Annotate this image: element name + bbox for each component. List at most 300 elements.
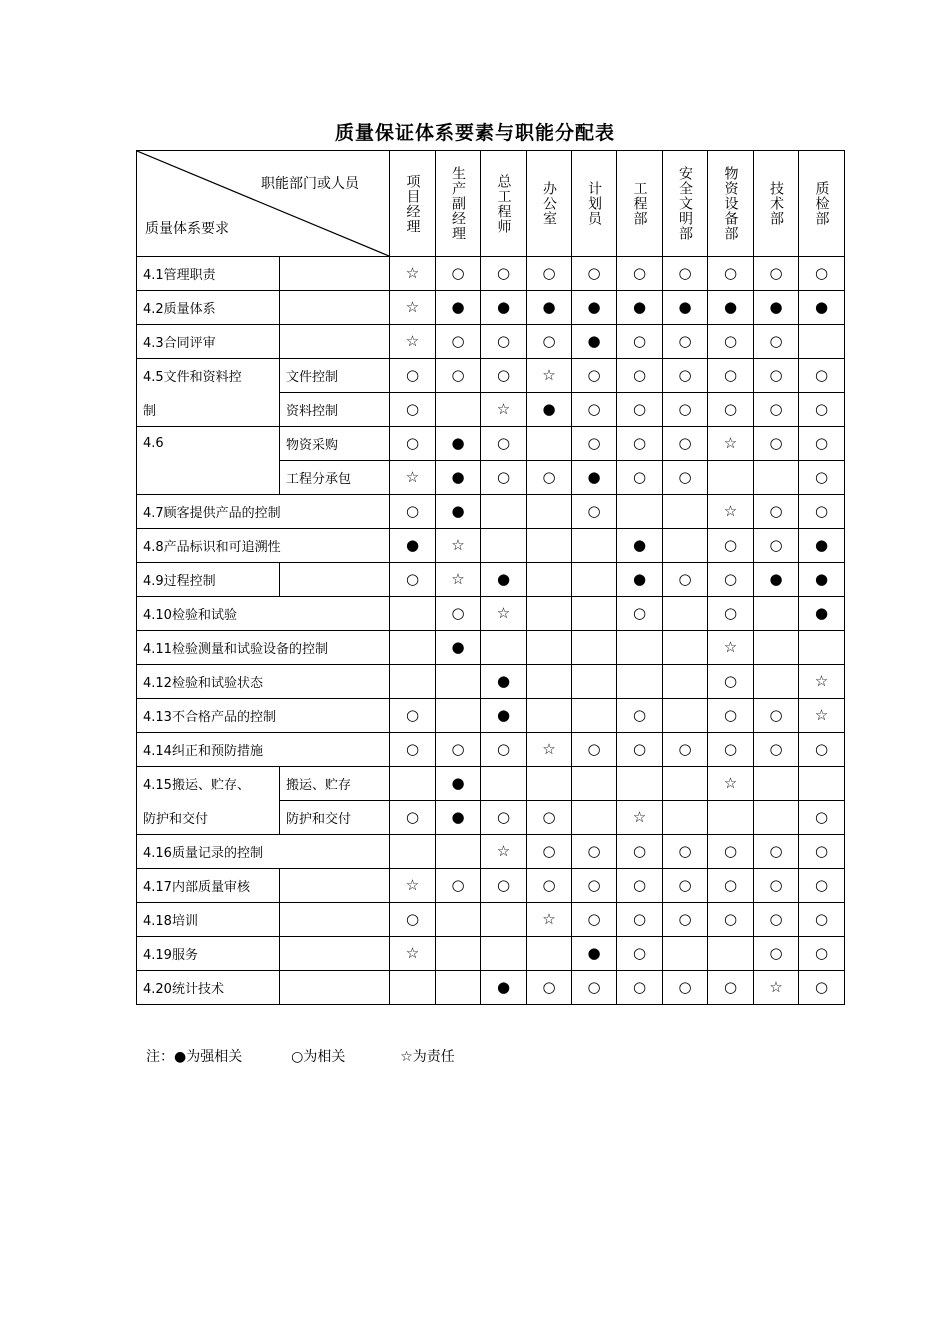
responsibility-cell bbox=[617, 665, 663, 699]
responsibility-mark: ● bbox=[451, 637, 465, 656]
responsibility-cell bbox=[527, 801, 572, 835]
responsibility-mark: ○ bbox=[496, 365, 511, 384]
table-row bbox=[137, 529, 845, 563]
responsibility-mark: ☆ bbox=[723, 433, 738, 452]
responsibility-mark: ● bbox=[814, 297, 829, 316]
responsibility-cell bbox=[527, 257, 572, 291]
requirement-label: 4.12检验和试验状态 bbox=[137, 665, 390, 699]
responsibility-cell bbox=[572, 971, 617, 1005]
responsibility-cell bbox=[708, 257, 754, 291]
responsibility-cell bbox=[390, 631, 436, 665]
requirement-label: 4.17内部质量审核 bbox=[137, 869, 280, 903]
corner-header bbox=[137, 151, 390, 257]
responsibility-cell bbox=[754, 699, 799, 733]
responsibility-mark: ○ bbox=[678, 263, 692, 282]
responsibility-mark: ○ bbox=[405, 807, 420, 826]
requirement-label: 4.15搬运、贮存、 bbox=[137, 767, 280, 801]
responsibility-mark: ○ bbox=[496, 875, 511, 894]
responsibility-cell bbox=[481, 767, 527, 801]
responsibility-mark: ● bbox=[496, 671, 511, 690]
responsibility-cell bbox=[754, 767, 799, 801]
responsibility-cell bbox=[754, 665, 799, 699]
responsibility-cell bbox=[572, 937, 617, 971]
dept-header: 技术部 bbox=[754, 151, 799, 257]
responsibility-mark: ○ bbox=[496, 739, 511, 758]
responsibility-cell bbox=[527, 563, 572, 597]
responsibility-mark: ○ bbox=[405, 569, 420, 588]
responsibility-cell bbox=[663, 733, 708, 767]
responsibility-mark: ○ bbox=[723, 365, 738, 384]
sub-requirement-label bbox=[280, 869, 390, 903]
responsibility-mark: ○ bbox=[678, 467, 692, 486]
responsibility-mark: ○ bbox=[451, 739, 465, 758]
responsibility-cell bbox=[436, 835, 481, 869]
responsibility-cell bbox=[527, 767, 572, 801]
responsibility-cell bbox=[708, 937, 754, 971]
responsibility-cell bbox=[754, 461, 799, 495]
responsibility-cell bbox=[481, 393, 527, 427]
requirement-label: 4.18培训 bbox=[137, 903, 280, 937]
responsibility-mark: ○ bbox=[769, 909, 783, 928]
responsibility-cell bbox=[572, 461, 617, 495]
responsibility-mark: ○ bbox=[769, 433, 783, 452]
responsibility-cell bbox=[663, 903, 708, 937]
dept-header: 项目经理 bbox=[390, 151, 436, 257]
responsibility-cell bbox=[390, 733, 436, 767]
responsibility-mark: ☆ bbox=[814, 671, 829, 690]
responsibility-mark: ○ bbox=[769, 875, 783, 894]
responsibility-mark: ○ bbox=[496, 467, 511, 486]
responsibility-cell bbox=[617, 529, 663, 563]
responsibility-cell bbox=[663, 971, 708, 1005]
responsibility-cell bbox=[390, 869, 436, 903]
responsibility-mark: ○ bbox=[723, 569, 738, 588]
legend bbox=[146, 1046, 455, 1066]
responsibility-mark: ● bbox=[769, 569, 783, 588]
responsibility-mark: ☆ bbox=[405, 331, 420, 350]
responsibility-cell bbox=[527, 869, 572, 903]
responsibility-cell bbox=[572, 903, 617, 937]
responsibility-mark: ○ bbox=[587, 365, 601, 384]
responsibility-mark: ○ bbox=[723, 909, 738, 928]
responsibility-cell bbox=[708, 767, 754, 801]
responsibility-cell bbox=[436, 665, 481, 699]
responsibility-mark: ○ bbox=[723, 705, 738, 724]
requirement-label: 4.14纠正和预防措施 bbox=[137, 733, 390, 767]
diagonal-line bbox=[137, 151, 389, 256]
responsibility-cell bbox=[617, 699, 663, 733]
responsibility-cell bbox=[617, 631, 663, 665]
responsibility-cell bbox=[799, 563, 845, 597]
legend-responsible: ☆为责任 bbox=[400, 1049, 455, 1065]
responsibility-mark: ○ bbox=[587, 841, 601, 860]
responsibility-cell bbox=[572, 665, 617, 699]
responsibility-cell bbox=[754, 597, 799, 631]
responsibility-cell bbox=[572, 869, 617, 903]
sub-requirement-label bbox=[280, 325, 390, 359]
responsibility-cell bbox=[799, 937, 845, 971]
responsibility-cell bbox=[754, 529, 799, 563]
responsibility-cell bbox=[481, 835, 527, 869]
responsibility-cell bbox=[572, 631, 617, 665]
responsibility-cell bbox=[481, 291, 527, 325]
responsibility-mark: ○ bbox=[814, 841, 829, 860]
sub-requirement-label: 防护和交付 bbox=[280, 801, 390, 835]
responsibility-cell bbox=[708, 393, 754, 427]
responsibility-cell bbox=[799, 529, 845, 563]
sub-requirement-label bbox=[280, 291, 390, 325]
responsibility-mark: ☆ bbox=[451, 535, 465, 554]
responsibility-cell bbox=[390, 291, 436, 325]
responsibility-cell bbox=[527, 971, 572, 1005]
responsibility-cell bbox=[617, 869, 663, 903]
responsibility-cell bbox=[754, 427, 799, 461]
requirement-label: 4.16质量记录的控制 bbox=[137, 835, 390, 869]
responsibility-mark: ○ bbox=[405, 433, 420, 452]
responsibility-cell bbox=[572, 325, 617, 359]
responsibility-cell bbox=[617, 597, 663, 631]
responsibility-mark: ○ bbox=[769, 841, 783, 860]
responsibility-mark: ○ bbox=[769, 705, 783, 724]
responsibility-mark: ○ bbox=[814, 365, 829, 384]
responsibility-mark: ● bbox=[451, 433, 465, 452]
responsibility-mark: ○ bbox=[405, 909, 420, 928]
responsibility-cell bbox=[481, 699, 527, 733]
responsibility-cell bbox=[527, 325, 572, 359]
responsibility-mark: ● bbox=[678, 297, 692, 316]
responsibility-cell bbox=[663, 257, 708, 291]
responsibility-cell bbox=[572, 801, 617, 835]
responsibility-cell bbox=[708, 903, 754, 937]
responsibility-cell bbox=[572, 427, 617, 461]
requirement-label: 4.7顾客提供产品的控制 bbox=[137, 495, 390, 529]
responsibility-cell bbox=[663, 529, 708, 563]
responsibility-cell bbox=[527, 597, 572, 631]
responsibility-cell bbox=[572, 835, 617, 869]
responsibility-cell bbox=[799, 801, 845, 835]
sub-requirement-label: 工程分承包 bbox=[280, 461, 390, 495]
responsibility-mark: ● bbox=[632, 569, 647, 588]
responsibility-cell bbox=[436, 495, 481, 529]
responsibility-cell bbox=[527, 529, 572, 563]
responsibility-mark: ☆ bbox=[542, 739, 556, 758]
responsibility-cell bbox=[481, 359, 527, 393]
responsibility-mark: ○ bbox=[405, 739, 420, 758]
responsibility-cell bbox=[481, 461, 527, 495]
responsibility-cell bbox=[617, 359, 663, 393]
table-row bbox=[137, 325, 845, 359]
responsibility-cell bbox=[617, 835, 663, 869]
requirement-label: 4.9过程控制 bbox=[137, 563, 280, 597]
responsibility-cell bbox=[527, 461, 572, 495]
dept-header: 总工程师 bbox=[481, 151, 527, 257]
responsibility-mark: ○ bbox=[678, 331, 692, 350]
responsibility-cell bbox=[663, 767, 708, 801]
responsibility-cell bbox=[390, 461, 436, 495]
responsibility-mark: ○ bbox=[632, 399, 647, 418]
responsibility-cell bbox=[481, 665, 527, 699]
sub-requirement-label bbox=[280, 563, 390, 597]
responsibility-mark: ○ bbox=[678, 569, 692, 588]
responsibility-cell bbox=[617, 461, 663, 495]
responsibility-cell bbox=[390, 325, 436, 359]
responsibility-mark: ○ bbox=[587, 739, 601, 758]
responsibility-mark: ● bbox=[587, 943, 601, 962]
responsibility-cell bbox=[708, 291, 754, 325]
responsibility-mark: ○ bbox=[814, 943, 829, 962]
responsibility-cell bbox=[617, 427, 663, 461]
responsibility-cell bbox=[799, 903, 845, 937]
responsibility-mark: ○ bbox=[678, 977, 692, 996]
responsibility-mark: ● bbox=[769, 297, 783, 316]
requirement-label: 4.11检验测量和试验设备的控制 bbox=[137, 631, 390, 665]
dept-header: 生产副经理 bbox=[436, 151, 481, 257]
responsibility-mark: ○ bbox=[723, 875, 738, 894]
table-row bbox=[137, 291, 845, 325]
responsibility-cell bbox=[754, 631, 799, 665]
responsibility-cell bbox=[390, 971, 436, 1005]
table-row bbox=[137, 631, 845, 665]
responsibility-mark: ○ bbox=[814, 433, 829, 452]
responsibility-mark: ○ bbox=[723, 331, 738, 350]
responsibility-cell bbox=[663, 495, 708, 529]
responsibility-cell bbox=[754, 359, 799, 393]
responsibility-mark: ○ bbox=[632, 331, 647, 350]
responsibility-cell bbox=[481, 801, 527, 835]
responsibility-cell bbox=[799, 257, 845, 291]
responsibility-mark: ○ bbox=[587, 433, 601, 452]
responsibility-cell bbox=[481, 937, 527, 971]
responsibility-cell bbox=[708, 869, 754, 903]
responsibility-mark: ☆ bbox=[542, 365, 556, 384]
table-row bbox=[137, 733, 845, 767]
responsibility-cell bbox=[527, 835, 572, 869]
legend-related: ○为相关 bbox=[291, 1049, 346, 1065]
responsibility-cell bbox=[436, 971, 481, 1005]
responsibility-mark: ○ bbox=[405, 365, 420, 384]
responsibility-mark: ● bbox=[451, 807, 465, 826]
responsibility-mark: ○ bbox=[496, 433, 511, 452]
responsibility-mark: ● bbox=[451, 467, 465, 486]
responsibility-mark: ○ bbox=[451, 331, 465, 350]
responsibility-mark: ○ bbox=[451, 263, 465, 282]
responsibility-mark: ● bbox=[587, 467, 601, 486]
responsibility-cell bbox=[799, 495, 845, 529]
requirement-label: 4.1管理职责 bbox=[137, 257, 280, 291]
responsibility-mark: ☆ bbox=[496, 399, 511, 418]
responsibility-cell bbox=[527, 665, 572, 699]
responsibility-cell bbox=[436, 461, 481, 495]
requirement-label: 4.13不合格产品的控制 bbox=[137, 699, 390, 733]
responsibility-cell bbox=[390, 937, 436, 971]
function-allocation-table bbox=[136, 150, 845, 1005]
responsibility-mark: ○ bbox=[769, 501, 783, 520]
responsibility-cell bbox=[708, 665, 754, 699]
responsibility-cell bbox=[481, 869, 527, 903]
responsibility-cell bbox=[617, 733, 663, 767]
dept-header: 办公室 bbox=[527, 151, 572, 257]
responsibility-cell bbox=[663, 869, 708, 903]
responsibility-cell bbox=[663, 801, 708, 835]
requirement-label: 4.10检验和试验 bbox=[137, 597, 390, 631]
responsibility-cell bbox=[663, 937, 708, 971]
responsibility-mark: ○ bbox=[814, 875, 829, 894]
responsibility-mark: ○ bbox=[678, 841, 692, 860]
responsibility-mark: ○ bbox=[587, 501, 601, 520]
responsibility-mark: ● bbox=[632, 535, 647, 554]
responsibility-mark: ○ bbox=[814, 263, 829, 282]
responsibility-mark: ● bbox=[814, 569, 829, 588]
responsibility-cell bbox=[436, 801, 481, 835]
requirement-label: 4.6 bbox=[137, 427, 280, 461]
responsibility-cell bbox=[527, 427, 572, 461]
responsibility-mark: ○ bbox=[678, 365, 692, 384]
responsibility-cell bbox=[617, 393, 663, 427]
responsibility-mark: ○ bbox=[542, 841, 556, 860]
responsibility-cell bbox=[572, 359, 617, 393]
responsibility-mark: ○ bbox=[723, 977, 738, 996]
page-title: 质量保证体系要素与职能分配表 bbox=[334, 122, 615, 144]
responsibility-mark: ☆ bbox=[405, 263, 420, 282]
dept-header: 质检部 bbox=[799, 151, 845, 257]
responsibility-mark: ● bbox=[814, 535, 829, 554]
responsibility-mark: ○ bbox=[814, 739, 829, 758]
responsibility-cell bbox=[481, 325, 527, 359]
responsibility-mark: ○ bbox=[632, 705, 647, 724]
responsibility-cell bbox=[527, 937, 572, 971]
responsibility-cell bbox=[754, 495, 799, 529]
responsibility-cell bbox=[799, 767, 845, 801]
responsibility-mark: ○ bbox=[405, 399, 420, 418]
responsibility-mark: ○ bbox=[769, 263, 783, 282]
responsibility-cell bbox=[481, 971, 527, 1005]
responsibility-cell bbox=[663, 563, 708, 597]
responsibility-mark: ○ bbox=[496, 807, 511, 826]
responsibility-mark: ○ bbox=[723, 603, 738, 622]
responsibility-mark: ● bbox=[723, 297, 738, 316]
table-row bbox=[137, 495, 845, 529]
responsibility-mark: ○ bbox=[723, 535, 738, 554]
responsibility-cell bbox=[799, 325, 845, 359]
requirement-label: 防护和交付 bbox=[137, 801, 280, 835]
responsibility-cell bbox=[617, 937, 663, 971]
responsibility-mark: ○ bbox=[587, 263, 601, 282]
responsibility-mark: ○ bbox=[632, 739, 647, 758]
responsibility-mark: ○ bbox=[405, 501, 420, 520]
responsibility-mark: ● bbox=[451, 501, 465, 520]
responsibility-mark: ○ bbox=[678, 909, 692, 928]
responsibility-cell bbox=[754, 325, 799, 359]
responsibility-cell bbox=[708, 461, 754, 495]
responsibility-mark: ○ bbox=[769, 739, 783, 758]
responsibility-mark: ○ bbox=[769, 365, 783, 384]
responsibility-cell bbox=[436, 733, 481, 767]
responsibility-cell bbox=[754, 801, 799, 835]
responsibility-cell bbox=[708, 563, 754, 597]
responsibility-mark: ○ bbox=[451, 603, 465, 622]
responsibility-cell bbox=[754, 393, 799, 427]
requirement-label bbox=[137, 461, 280, 495]
responsibility-mark: ○ bbox=[632, 263, 647, 282]
requirement-label: 制 bbox=[137, 393, 280, 427]
responsibility-cell bbox=[708, 359, 754, 393]
responsibility-cell bbox=[390, 393, 436, 427]
sub-requirement-label: 搬运、贮存 bbox=[280, 767, 390, 801]
responsibility-mark: ○ bbox=[451, 365, 465, 384]
responsibility-mark: ○ bbox=[723, 399, 738, 418]
responsibility-mark: ☆ bbox=[405, 467, 420, 486]
responsibility-cell bbox=[436, 767, 481, 801]
responsibility-mark: ○ bbox=[678, 433, 692, 452]
requirement-label: 4.19服务 bbox=[137, 937, 280, 971]
responsibility-cell bbox=[663, 393, 708, 427]
responsibility-mark: ○ bbox=[723, 739, 738, 758]
responsibility-mark: ○ bbox=[632, 909, 647, 928]
responsibility-mark: ○ bbox=[814, 909, 829, 928]
responsibility-mark: ● bbox=[405, 535, 420, 554]
responsibility-mark: ● bbox=[542, 297, 556, 316]
responsibility-mark: ○ bbox=[769, 535, 783, 554]
responsibility-mark: ○ bbox=[542, 875, 556, 894]
responsibility-mark: ○ bbox=[632, 433, 647, 452]
requirement-label: 4.20统计技术 bbox=[137, 971, 280, 1005]
responsibility-cell bbox=[572, 563, 617, 597]
responsibility-mark: ○ bbox=[632, 467, 647, 486]
responsibility-cell bbox=[799, 631, 845, 665]
responsibility-cell bbox=[436, 903, 481, 937]
responsibility-mark: ○ bbox=[678, 875, 692, 894]
table-row bbox=[137, 767, 845, 801]
responsibility-cell bbox=[390, 699, 436, 733]
table-row bbox=[137, 971, 845, 1005]
responsibility-cell bbox=[663, 461, 708, 495]
responsibility-cell bbox=[572, 495, 617, 529]
responsibility-cell bbox=[708, 631, 754, 665]
responsibility-mark: ○ bbox=[451, 875, 465, 894]
responsibility-cell bbox=[527, 631, 572, 665]
table-row bbox=[137, 359, 845, 393]
responsibility-cell bbox=[799, 971, 845, 1005]
responsibility-mark: ○ bbox=[814, 807, 829, 826]
responsibility-cell bbox=[572, 291, 617, 325]
responsibility-cell bbox=[663, 427, 708, 461]
header-row bbox=[137, 151, 845, 257]
responsibility-cell bbox=[663, 291, 708, 325]
responsibility-mark: ● bbox=[496, 705, 511, 724]
responsibility-cell bbox=[436, 631, 481, 665]
responsibility-cell bbox=[708, 733, 754, 767]
responsibility-cell bbox=[481, 597, 527, 631]
responsibility-cell bbox=[617, 767, 663, 801]
responsibility-cell bbox=[390, 495, 436, 529]
table-row bbox=[137, 563, 845, 597]
responsibility-cell bbox=[527, 699, 572, 733]
responsibility-cell bbox=[708, 325, 754, 359]
responsibility-cell bbox=[390, 903, 436, 937]
responsibility-cell bbox=[617, 903, 663, 937]
responsibility-cell bbox=[617, 801, 663, 835]
responsibility-cell bbox=[799, 427, 845, 461]
responsibility-cell bbox=[390, 801, 436, 835]
responsibility-cell bbox=[436, 393, 481, 427]
responsibility-cell bbox=[708, 427, 754, 461]
responsibility-mark: ☆ bbox=[405, 297, 420, 316]
table-row bbox=[137, 903, 845, 937]
dept-header: 计划员 bbox=[572, 151, 617, 257]
responsibility-mark: ● bbox=[451, 297, 465, 316]
responsibility-mark: ○ bbox=[814, 977, 829, 996]
responsibility-cell bbox=[617, 971, 663, 1005]
